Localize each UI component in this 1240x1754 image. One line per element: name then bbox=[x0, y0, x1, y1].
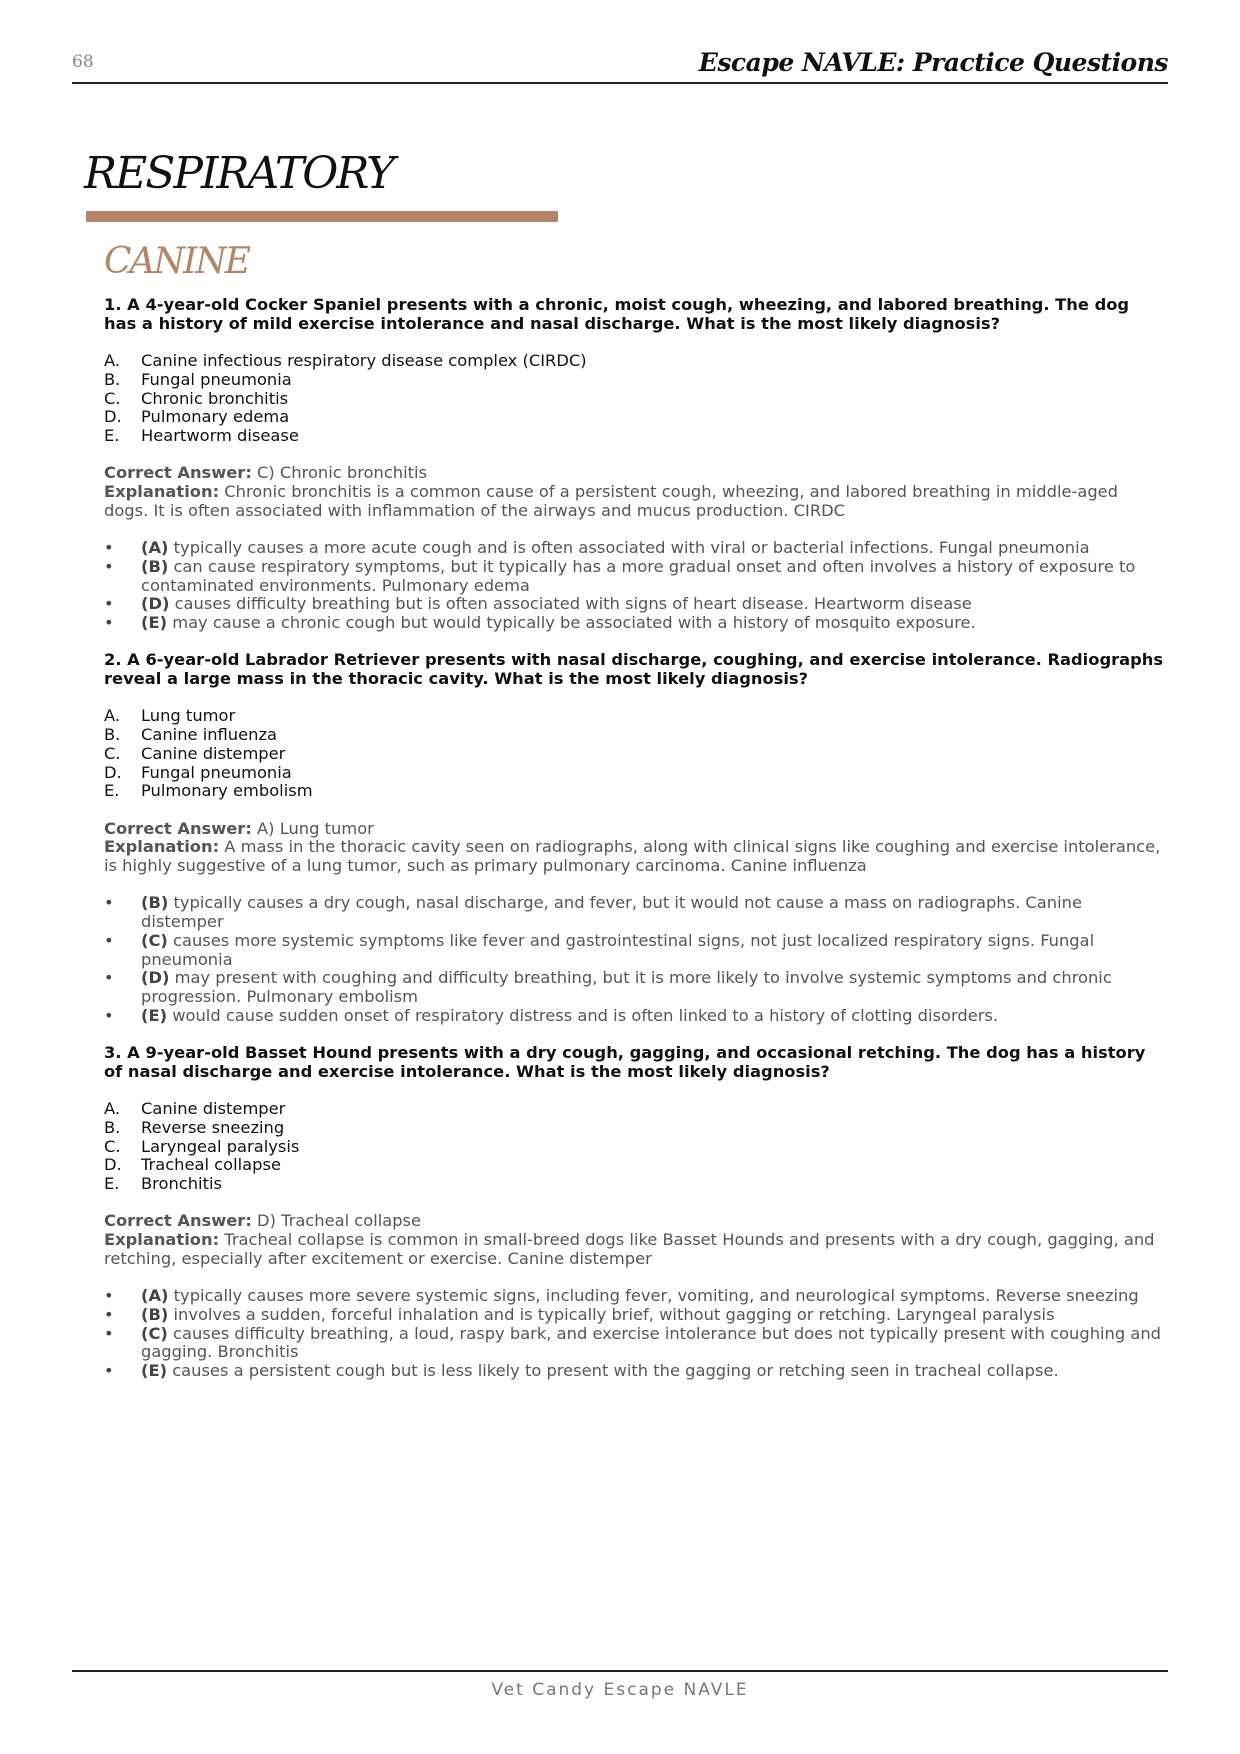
option-letter: B. bbox=[104, 369, 121, 389]
option-letter: D. bbox=[104, 1155, 122, 1175]
option-text: Canine infectious respiratory disease complex (CIRDC) bbox=[141, 351, 587, 371]
option-letter: D. bbox=[104, 407, 122, 427]
distractor-text: causes more systemic symptoms like fever and gastrointestinal signs, not just localized respiratory signs. Fungal pneumonia bbox=[141, 930, 1095, 969]
distractor-text: typically causes a more acute cough and is often associated with viral or bacterial infections. Fungal pneumonia bbox=[173, 538, 1090, 558]
correct-answer-value: D) Tracheal collapse bbox=[257, 1211, 422, 1231]
explanation-label: Explanation: bbox=[104, 482, 220, 501]
option-letter: C. bbox=[104, 388, 121, 408]
answer-options bbox=[104, 352, 1164, 446]
distractor-notes bbox=[104, 1287, 1164, 1381]
option-text: Lung tumor bbox=[141, 706, 236, 726]
question-list bbox=[104, 296, 1164, 1399]
distractor-note bbox=[104, 932, 1164, 969]
answer-options bbox=[104, 707, 1164, 801]
distractor-note bbox=[104, 969, 1164, 1006]
question-block bbox=[104, 651, 1164, 1025]
option-text: Canine distemper bbox=[141, 743, 286, 763]
correct-answer bbox=[104, 1212, 1164, 1231]
distractor-note bbox=[104, 1007, 1164, 1026]
option-letter: B. bbox=[104, 725, 121, 745]
question-block bbox=[104, 296, 1164, 633]
option-text: Fungal pneumonia bbox=[141, 369, 292, 389]
answer-option bbox=[104, 707, 1164, 726]
option-letter: A. bbox=[104, 1099, 121, 1119]
distractor-notes bbox=[104, 539, 1164, 633]
distractor-note bbox=[104, 614, 1164, 633]
distractor-text: may present with coughing and difficulty breathing, but it is more likely to involve systemic symptoms and chronic progression. Pulmonary embolism bbox=[141, 968, 1112, 1006]
distractor-code: (B) bbox=[141, 893, 169, 913]
distractor-note bbox=[104, 595, 1164, 614]
distractor-notes bbox=[104, 894, 1164, 1025]
answer-option bbox=[104, 352, 1164, 371]
answer-option bbox=[104, 1119, 1164, 1138]
option-letter: C. bbox=[104, 1136, 121, 1156]
distractor-text: involves a sudden, forceful inhalation and is typically brief, without gagging or retching. Laryngeal paralysis bbox=[173, 1304, 1055, 1324]
option-letter: B. bbox=[104, 1117, 121, 1137]
explanation-label: Explanation: bbox=[104, 1230, 220, 1249]
section-title: RESPIRATORY bbox=[84, 148, 394, 199]
distractor-code: (D) bbox=[141, 594, 170, 614]
option-letter: A. bbox=[104, 351, 121, 371]
correct-answer-label: Correct Answer: bbox=[104, 1211, 252, 1231]
distractor-text: causes difficulty breathing, a loud, raspy bark, and exercise intolerance but does not typically present with coughing and gagging. Bronchitis bbox=[141, 1323, 1162, 1362]
subsection-title: CANINE bbox=[104, 241, 250, 282]
option-letter: D. bbox=[104, 762, 122, 782]
distractor-note bbox=[104, 1287, 1164, 1306]
distractor-code: (B) bbox=[141, 556, 169, 576]
distractor-text: may cause a chronic cough but would typically be associated with a history of mosquito exposure. bbox=[172, 612, 976, 632]
distractor-code: (E) bbox=[141, 1005, 168, 1025]
distractor-note bbox=[104, 1325, 1164, 1362]
distractor-code: (E) bbox=[141, 1360, 168, 1380]
distractor-code: (C) bbox=[141, 1323, 168, 1343]
explanation bbox=[104, 483, 1164, 520]
question-text: 3. A 9-year-old Basset Hound presents with a dry cough, gagging, and occasional retching. The dog has a history of nasal discharge and exercise intolerance. What is the most likely diagnosis? bbox=[104, 1043, 1146, 1081]
option-text: Fungal pneumonia bbox=[141, 762, 292, 782]
answer-option bbox=[104, 1175, 1164, 1194]
option-text: Laryngeal paralysis bbox=[141, 1136, 300, 1156]
option-text: Canine influenza bbox=[141, 725, 277, 745]
option-text: Pulmonary embolism bbox=[141, 781, 313, 801]
answer-option bbox=[104, 390, 1164, 409]
option-text: Tracheal collapse bbox=[141, 1155, 281, 1175]
correct-answer bbox=[104, 464, 1164, 483]
explanation-text: A mass in the thoracic cavity seen on radiographs, along with clinical signs like coughing and exercise intolerance, is highly suggestive of a lung tumor, such as primary pulmonary carcinoma. Canine influenza bbox=[104, 837, 1161, 875]
answer-option bbox=[104, 1156, 1164, 1175]
explanation-label: Explanation: bbox=[104, 837, 220, 857]
correct-answer-value: C) Chronic bronchitis bbox=[257, 463, 428, 483]
footer-text: Vet Candy Escape NAVLE bbox=[491, 1680, 749, 1700]
distractor-code: (B) bbox=[141, 1304, 169, 1324]
answer-option bbox=[104, 726, 1164, 745]
answer-option bbox=[104, 782, 1164, 801]
answer-option bbox=[104, 1138, 1164, 1157]
distractor-text: typically causes a dry cough, nasal discharge, and fever, but it would not cause a mass on radiographs. Canine distemper bbox=[141, 893, 1082, 932]
explanation-text: Tracheal collapse is common in small-breed dogs like Basset Hounds and presents with a dry cough, gagging, and retching, especially after excitement or exercise. Canine distemper bbox=[104, 1230, 1155, 1268]
answer-option bbox=[104, 1100, 1164, 1119]
option-text: Pulmonary edema bbox=[141, 407, 290, 427]
answer-option bbox=[104, 427, 1164, 446]
distractor-text: typically causes more severe systemic signs, including fever, vomiting, and neurological symptoms. Reverse sneezing bbox=[173, 1286, 1139, 1306]
distractor-text: would cause sudden onset of respiratory distress and is often linked to a history of clotting disorders. bbox=[172, 1005, 999, 1025]
distractor-text: can cause respiratory symptoms, but it typically has a more gradual onset and often involves a history of exposure to contaminated environments. Pulmonary edema bbox=[141, 556, 1136, 595]
question-text: 2. A 6-year-old Labrador Retriever presents with nasal discharge, coughing, and exercise intolerance. Radiographs reveal a large mass in the thoracic cavity. What is the most likely diagnosis? bbox=[104, 650, 1164, 688]
option-text: Bronchitis bbox=[141, 1173, 222, 1193]
explanation-text: Chronic bronchitis is a common cause of a persistent cough, wheezing, and labored breathing in middle-aged dogs. It is often associated with inflammation of the airways and mucus production. CIRDC bbox=[104, 482, 1119, 520]
explanation bbox=[104, 838, 1164, 875]
distractor-text: causes difficulty breathing but is often associated with signs of heart disease. Heartworm disease bbox=[174, 594, 972, 614]
question-block bbox=[104, 1044, 1164, 1381]
option-text: Heartworm disease bbox=[141, 425, 299, 445]
distractor-note bbox=[104, 558, 1164, 595]
correct-answer-label: Correct Answer: bbox=[104, 463, 252, 483]
option-letter: E. bbox=[104, 781, 120, 801]
page-number: 68 bbox=[72, 52, 94, 72]
correct-answer-label: Correct Answer: bbox=[104, 818, 252, 838]
header-rule bbox=[72, 82, 1168, 84]
distractor-code: (E) bbox=[141, 612, 168, 632]
distractor-code: (A) bbox=[141, 1286, 169, 1306]
section-accent-bar bbox=[86, 211, 558, 222]
distractor-note bbox=[104, 894, 1164, 931]
distractor-code: (A) bbox=[141, 538, 169, 558]
distractor-note bbox=[104, 1362, 1164, 1381]
correct-answer bbox=[104, 820, 1164, 839]
answer-options bbox=[104, 1100, 1164, 1194]
footer-rule bbox=[72, 1670, 1168, 1672]
distractor-note bbox=[104, 539, 1164, 558]
distractor-text: causes a persistent cough but is less likely to present with the gagging or retching seen in tracheal collapse. bbox=[172, 1360, 1059, 1380]
option-text: Chronic bronchitis bbox=[141, 388, 289, 408]
distractor-note bbox=[104, 1306, 1164, 1325]
option-letter: E. bbox=[104, 425, 120, 445]
answer-option bbox=[104, 371, 1164, 390]
running-title: Escape NAVLE: Practice Questions bbox=[698, 48, 1168, 77]
answer-option bbox=[104, 408, 1164, 427]
distractor-code: (D) bbox=[141, 968, 170, 988]
correct-answer-value: A) Lung tumor bbox=[257, 818, 374, 838]
answer-option bbox=[104, 745, 1164, 764]
question-text: 1. A 4-year-old Cocker Spaniel presents with a chronic, moist cough, wheezing, and labored breathing. The dog has a history of mild exercise intolerance and nasal discharge. What is the most likely diagnosis? bbox=[104, 295, 1130, 333]
option-letter: E. bbox=[104, 1173, 120, 1193]
option-text: Reverse sneezing bbox=[141, 1117, 285, 1137]
option-letter: A. bbox=[104, 706, 121, 726]
answer-option bbox=[104, 764, 1164, 783]
option-text: Canine distemper bbox=[141, 1099, 286, 1119]
distractor-code: (C) bbox=[141, 930, 168, 950]
explanation bbox=[104, 1231, 1164, 1268]
option-letter: C. bbox=[104, 743, 121, 763]
